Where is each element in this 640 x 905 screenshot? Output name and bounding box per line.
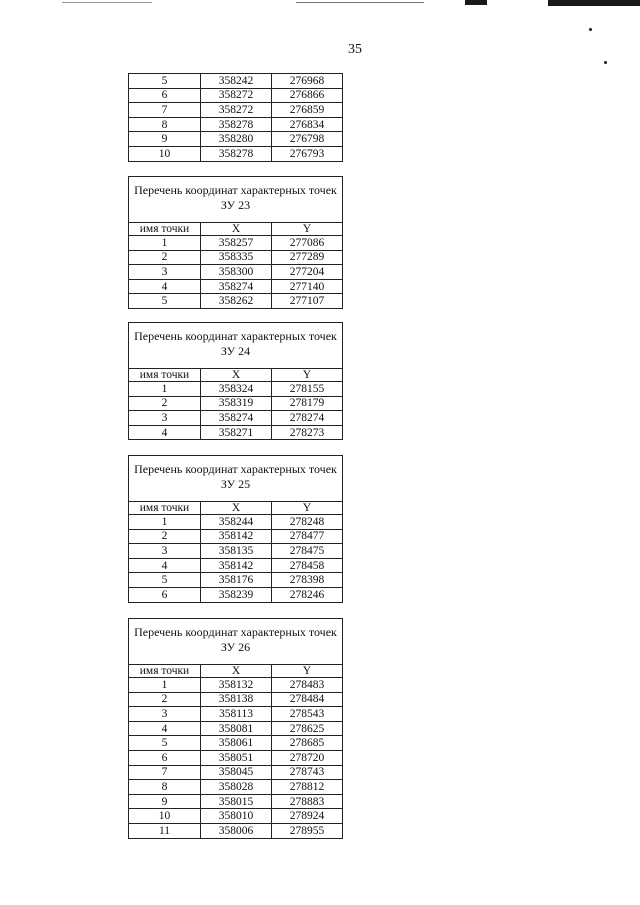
point-name-cell: 7: [129, 765, 201, 780]
table-row: [129, 117, 343, 132]
table-row: [129, 558, 343, 573]
y-cell: 278483: [272, 678, 343, 693]
x-cell: 358138: [201, 692, 272, 707]
table-title-text: Перечень координат характерных точек: [134, 329, 337, 343]
table-title: [129, 177, 343, 223]
point-name-cell: 3: [129, 265, 201, 280]
y-cell: 277086: [272, 236, 343, 251]
y-cell: 278812: [272, 780, 343, 795]
table-row: [129, 678, 343, 693]
point-name-cell: 3: [129, 411, 201, 426]
column-header-name: имя точки: [129, 502, 201, 515]
x-cell: 358010: [201, 809, 272, 824]
column-header-x: X: [201, 502, 272, 515]
point-name-cell: 8: [129, 117, 201, 132]
y-cell: 278273: [272, 425, 343, 440]
table-header-row: [129, 665, 343, 678]
scan-artifact-top-mid: [465, 0, 487, 5]
table-row: [129, 780, 343, 795]
table-row: [129, 146, 343, 161]
coordinates-table-zu23: [128, 176, 343, 309]
table-row: [129, 750, 343, 765]
column-header-name: имя точки: [129, 665, 201, 678]
table-subtitle: ЗУ 25: [220, 477, 251, 491]
table-title-text: Перечень координат характерных точек: [134, 462, 337, 476]
table-title: [129, 323, 343, 369]
y-cell: 278475: [272, 544, 343, 559]
table-row: [129, 515, 343, 530]
x-cell: 358300: [201, 265, 272, 280]
x-cell: 358257: [201, 236, 272, 251]
x-cell: 358335: [201, 250, 272, 265]
point-name-cell: 9: [129, 794, 201, 809]
y-cell: 278543: [272, 707, 343, 722]
table-subtitle: ЗУ 23: [220, 198, 251, 212]
table-header-row: [129, 223, 343, 236]
x-cell: 358142: [201, 529, 272, 544]
table-row: [129, 396, 343, 411]
x-cell: 358239: [201, 587, 272, 602]
table-row: [129, 103, 343, 118]
y-cell: 278720: [272, 750, 343, 765]
table-row: [129, 736, 343, 751]
point-name-cell: 3: [129, 544, 201, 559]
x-cell: 358176: [201, 573, 272, 588]
column-header-x: X: [201, 369, 272, 382]
x-cell: 358142: [201, 558, 272, 573]
x-cell: 358081: [201, 721, 272, 736]
x-cell: 358319: [201, 396, 272, 411]
x-cell: 358045: [201, 765, 272, 780]
y-cell: 277289: [272, 250, 343, 265]
table-row: [129, 265, 343, 280]
table-row: [129, 236, 343, 251]
point-name-cell: 5: [129, 573, 201, 588]
x-cell: 358280: [201, 132, 272, 147]
column-header-y: Y: [272, 223, 343, 236]
table-row: [129, 382, 343, 397]
point-name-cell: 3: [129, 707, 201, 722]
table-header-row: [129, 502, 343, 515]
x-cell: 358274: [201, 279, 272, 294]
y-cell: 277107: [272, 294, 343, 309]
point-name-cell: 4: [129, 558, 201, 573]
point-name-cell: 2: [129, 692, 201, 707]
table-header-row: [129, 369, 343, 382]
point-name-cell: 2: [129, 396, 201, 411]
y-cell: 276834: [272, 117, 343, 132]
column-header-y: Y: [272, 502, 343, 515]
y-cell: 278248: [272, 515, 343, 530]
y-cell: 278477: [272, 529, 343, 544]
x-cell: 358006: [201, 823, 272, 838]
point-name-cell: 6: [129, 750, 201, 765]
y-cell: 278625: [272, 721, 343, 736]
table-row: [129, 132, 343, 147]
point-name-cell: 5: [129, 736, 201, 751]
table-row: [129, 765, 343, 780]
table-row: [129, 707, 343, 722]
point-name-cell: 1: [129, 515, 201, 530]
table-subtitle: ЗУ 26: [220, 640, 251, 654]
x-cell: 358262: [201, 294, 272, 309]
x-cell: 358272: [201, 88, 272, 103]
scan-artifact-speck-1: [589, 28, 592, 31]
y-cell: 276793: [272, 146, 343, 161]
x-cell: 358324: [201, 382, 272, 397]
point-name-cell: 8: [129, 780, 201, 795]
coordinates-table-zu24: [128, 322, 343, 440]
y-cell: 276859: [272, 103, 343, 118]
point-name-cell: 4: [129, 721, 201, 736]
point-name-cell: 11: [129, 823, 201, 838]
point-name-cell: 1: [129, 382, 201, 397]
point-name-cell: 4: [129, 279, 201, 294]
table-row: [129, 88, 343, 103]
table-row: [129, 809, 343, 824]
x-cell: 358061: [201, 736, 272, 751]
page-number: 35: [348, 42, 362, 57]
y-cell: 278179: [272, 396, 343, 411]
table-row: [129, 425, 343, 440]
table-row: [129, 823, 343, 838]
y-cell: 278685: [272, 736, 343, 751]
table-row: [129, 411, 343, 426]
table-row: [129, 250, 343, 265]
y-cell: 278883: [272, 794, 343, 809]
point-name-cell: 5: [129, 294, 201, 309]
y-cell: 278155: [272, 382, 343, 397]
table-row: [129, 573, 343, 588]
table-row: [129, 529, 343, 544]
column-header-y: Y: [272, 369, 343, 382]
x-cell: 358278: [201, 117, 272, 132]
x-cell: 358051: [201, 750, 272, 765]
y-cell: 276866: [272, 88, 343, 103]
y-cell: 277204: [272, 265, 343, 280]
y-cell: 278924: [272, 809, 343, 824]
table-row: [129, 692, 343, 707]
x-cell: 358278: [201, 146, 272, 161]
y-cell: 278246: [272, 587, 343, 602]
scan-artifact-top-right: [548, 0, 640, 6]
x-cell: 358242: [201, 74, 272, 89]
x-cell: 358135: [201, 544, 272, 559]
coordinates-table-zu25: [128, 455, 343, 603]
point-name-cell: 10: [129, 146, 201, 161]
scan-artifact-header-left: [62, 2, 152, 3]
x-cell: 358274: [201, 411, 272, 426]
scan-artifact-speck-2: [604, 61, 607, 64]
point-name-cell: 10: [129, 809, 201, 824]
x-cell: 358244: [201, 515, 272, 530]
y-cell: 278484: [272, 692, 343, 707]
x-cell: 358272: [201, 103, 272, 118]
point-name-cell: 6: [129, 88, 201, 103]
column-header-x: X: [201, 665, 272, 678]
scan-artifact-header-line: [296, 2, 424, 3]
y-cell: 276968: [272, 74, 343, 89]
x-cell: 358132: [201, 678, 272, 693]
column-header-name: имя точки: [129, 369, 201, 382]
y-cell: 278398: [272, 573, 343, 588]
point-name-cell: 2: [129, 529, 201, 544]
column-header-x: X: [201, 223, 272, 236]
point-name-cell: 6: [129, 587, 201, 602]
table-row: [129, 721, 343, 736]
y-cell: 278458: [272, 558, 343, 573]
coordinates-table-zu26: [128, 618, 343, 839]
x-cell: 358113: [201, 707, 272, 722]
x-cell: 358271: [201, 425, 272, 440]
table-row: [129, 544, 343, 559]
x-cell: 358015: [201, 794, 272, 809]
table-row: [129, 587, 343, 602]
point-name-cell: 7: [129, 103, 201, 118]
table-title: [129, 456, 343, 502]
table-row: [129, 294, 343, 309]
table-row: [129, 279, 343, 294]
table-title-text: Перечень координат характерных точек: [134, 183, 337, 197]
table-title: [129, 619, 343, 665]
table-subtitle: ЗУ 24: [220, 344, 251, 358]
column-header-name: имя точки: [129, 223, 201, 236]
table-row: [129, 74, 343, 89]
coordinates-table-continuation: [128, 73, 343, 162]
point-name-cell: 4: [129, 425, 201, 440]
y-cell: 276798: [272, 132, 343, 147]
point-name-cell: 1: [129, 236, 201, 251]
x-cell: 358028: [201, 780, 272, 795]
point-name-cell: 2: [129, 250, 201, 265]
column-header-y: Y: [272, 665, 343, 678]
y-cell: 278955: [272, 823, 343, 838]
y-cell: 278743: [272, 765, 343, 780]
y-cell: 277140: [272, 279, 343, 294]
table-title-text: Перечень координат характерных точек: [134, 625, 337, 639]
point-name-cell: 5: [129, 74, 201, 89]
y-cell: 278274: [272, 411, 343, 426]
table-row: [129, 794, 343, 809]
point-name-cell: 9: [129, 132, 201, 147]
point-name-cell: 1: [129, 678, 201, 693]
